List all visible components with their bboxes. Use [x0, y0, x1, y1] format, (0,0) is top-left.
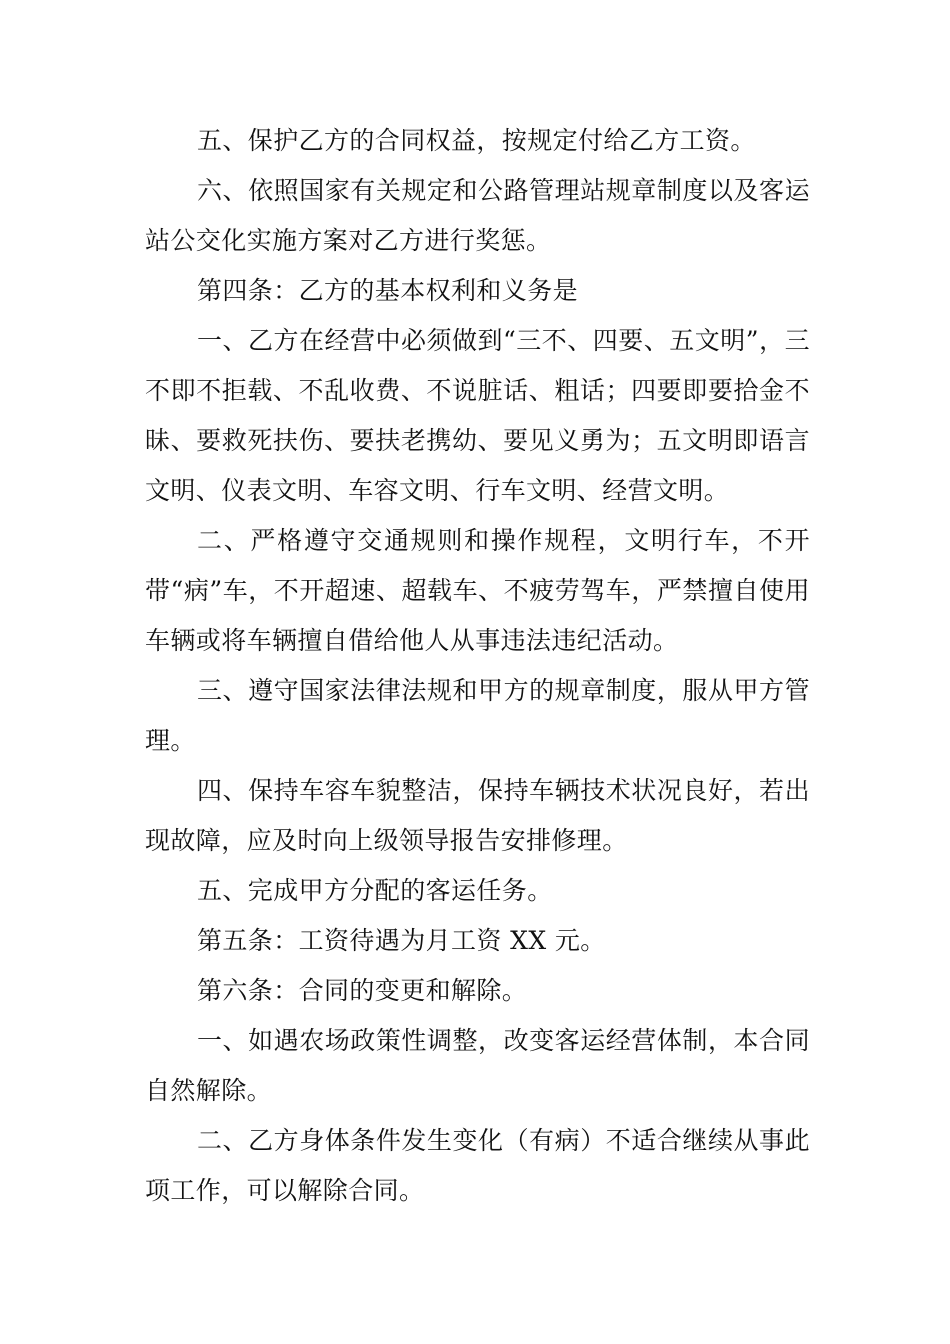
paragraph-traffic-rules: 二、严格遵守交通规则和操作规程，文明行车，不开带“病”车，不开超速、超载车、不疲劳驾车，严禁擅自使用车辆或将车辆擅自借给他人从事违法违纪活动。: [145, 526, 810, 655]
paragraph-rewards-penalties: 六、依照国家有关规定和公路管理站规章制度以及客运站公交化实施方案对乙方进行奖惩。: [145, 176, 810, 255]
paragraph-three-four-five: 一、乙方在经营中必须做到“三不、四要、五文明”，三不即不拒载、不乱收费、不说脏话、粗话；四要即要拾金不昧、要救死扶伤、要扶老携幼、要见义勇为；五文明即语言文明、仪表文明、车容文明、行车文明、经营文明。: [145, 326, 810, 505]
paragraph-protect-rights: 五、保护乙方的合同权益，按规定付给乙方工资。: [197, 126, 756, 155]
paragraph-transport-tasks: 五、完成甲方分配的客运任务。: [197, 876, 553, 905]
article-six-heading: 第六条：合同的变更和解除。: [197, 976, 528, 1005]
paragraph-health-termination: 二、乙方身体条件发生变化（有病）不适合继续从事此项工作，可以解除合同。: [145, 1126, 810, 1205]
paragraph-vehicle-maintenance: 四、保持车容车貌整洁，保持车辆技术状况良好，若出现故障，应及时向上级领导报告安排修理。: [145, 776, 810, 855]
document-body: [145, 116, 810, 1216]
article-five-salary: 第五条：工资待遇为月工资 XX 元。: [197, 926, 606, 955]
article-four-heading: 第四条：乙方的基本权利和义务是: [197, 276, 579, 305]
paragraph-obey-laws: 三、遵守国家法律法规和甲方的规章制度，服从甲方管理。: [145, 676, 810, 755]
paragraph-policy-adjustment: 一、如遇农场政策性调整，改变客运经营体制，本合同自然解除。: [145, 1026, 810, 1105]
